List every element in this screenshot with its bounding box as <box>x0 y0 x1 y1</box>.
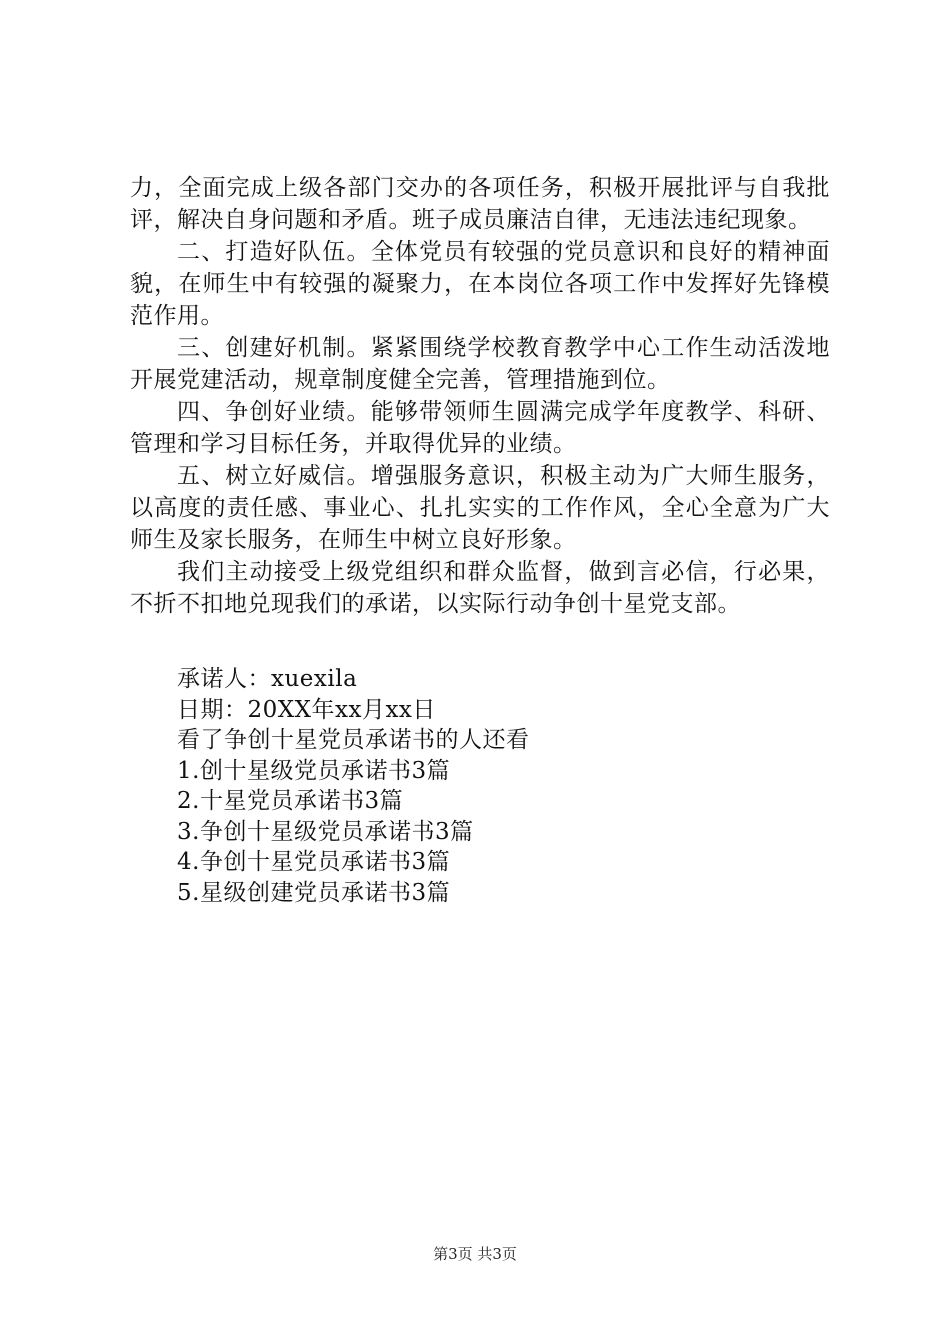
paragraph-commitment: 我们主动接受上级党组织和群众监督，做到言必信，行必果，不折不扣地兑现我们的承诺，以实际行动争创十星党支部。 <box>130 559 830 617</box>
paragraph-prestige: 五、树立好威信。增强服务意识，积极主动为广大师生服务，以高度的责任感、事业心、扎扎实实的工作作风，全心全意为广大师生及家长服务，在师生中树立良好形象。 <box>130 463 830 553</box>
paragraph-continuation: 力，全面完成上级各部门交办的各项任务，积极开展批评与自我批评，解决自身问题和矛盾。班子成员廉洁自律，无违法违纪现象。 <box>130 175 830 233</box>
paragraph-team: 二、打造好队伍。全体党员有较强的党员意识和良好的精神面貌，在师生中有较强的凝聚力，在本岗位各项工作中发挥好先锋模范作用。 <box>130 239 830 329</box>
paragraph-performance: 四、争创好业绩。能够带领师生圆满完成学年度教学、科研、管理和学习目标任务，并取得优异的业绩。 <box>130 399 830 457</box>
related-item[interactable]: 3.争创十星级党员承诺书3篇 <box>177 818 474 845</box>
related-item[interactable]: 1.创十星级党员承诺书3篇 <box>177 757 451 784</box>
signer-line: 承诺人：xuexila <box>177 666 358 692</box>
paragraph-mechanism: 三、创建好机制。紧紧围绕学校教育教学中心工作生动活泼地开展党建活动，规章制度健全完善，管理措施到位。 <box>130 335 830 393</box>
related-item[interactable]: 5.星级创建党员承诺书3篇 <box>177 879 451 906</box>
related-item[interactable]: 2.十星党员承诺书3篇 <box>177 788 404 814</box>
signature-block <box>177 664 817 908</box>
page-footer: 第3页 共3页 <box>433 1245 517 1263</box>
date-line: 日期：20XX年xx月xx日 <box>177 696 436 723</box>
related-item[interactable]: 4.争创十星党员承诺书3篇 <box>177 849 451 875</box>
related-heading: 看了争创十星党员承诺书的人还看 <box>177 727 530 753</box>
body-text <box>130 172 830 620</box>
